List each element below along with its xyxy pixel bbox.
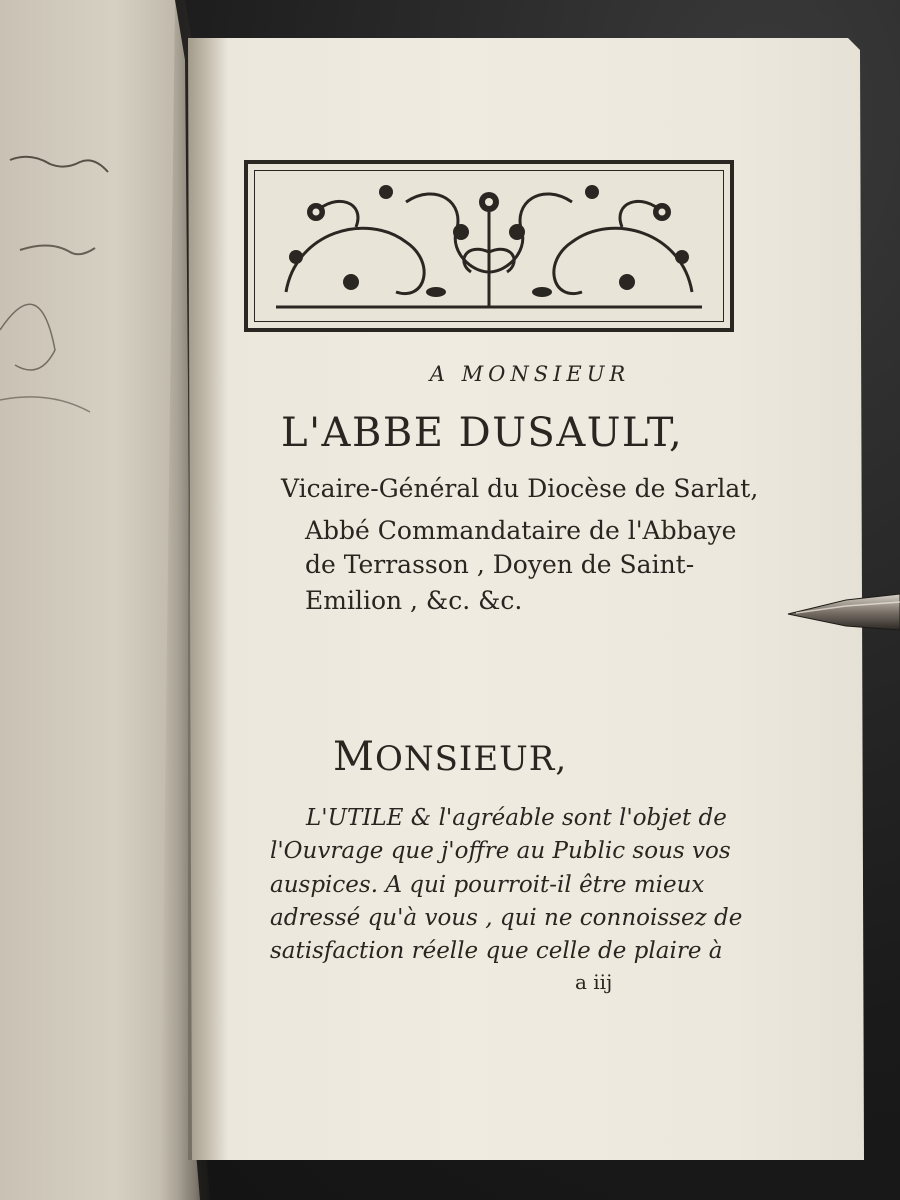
page-shadow <box>188 38 228 1160</box>
pen-pointer <box>786 590 900 634</box>
dedicatee-name: L'ABBE DUSAULT, <box>281 410 684 456</box>
dedicatee-title-line: Emilion , &c. &c. <box>305 586 523 615</box>
dedicatee-title-line: de Terrasson , Doyen de Saint- <box>305 550 695 579</box>
body-text-line: adressé qu'à vous , qui ne connoissez de <box>270 905 743 931</box>
body-text-line: satisfaction réelle que celle de plaire à <box>270 938 723 964</box>
salutation-initial: M <box>333 734 375 780</box>
floral-ornament-icon <box>256 172 722 320</box>
salutation <box>333 734 567 780</box>
body-text-line: l'Ouvrage que j'offre au Public sous vos <box>270 838 731 864</box>
dedicatee-title-line: Abbé Commandataire de l'Abbaye <box>305 516 737 545</box>
body-text-line: auspices. A qui pourroit-il être mieux <box>270 872 705 898</box>
floral-headpiece-ornament <box>244 160 734 332</box>
dedicatee-title-line: Vicaire-Général du Diocèse de Sarlat, <box>281 474 759 503</box>
body-text-line: L'UTILE & l'agréable sont l'objet de <box>306 805 727 831</box>
dedication-prefix: A MONSIEUR <box>429 362 631 386</box>
salutation-rest: ONSIEUR, <box>374 739 568 779</box>
signature-catchword: a iij <box>575 970 613 994</box>
